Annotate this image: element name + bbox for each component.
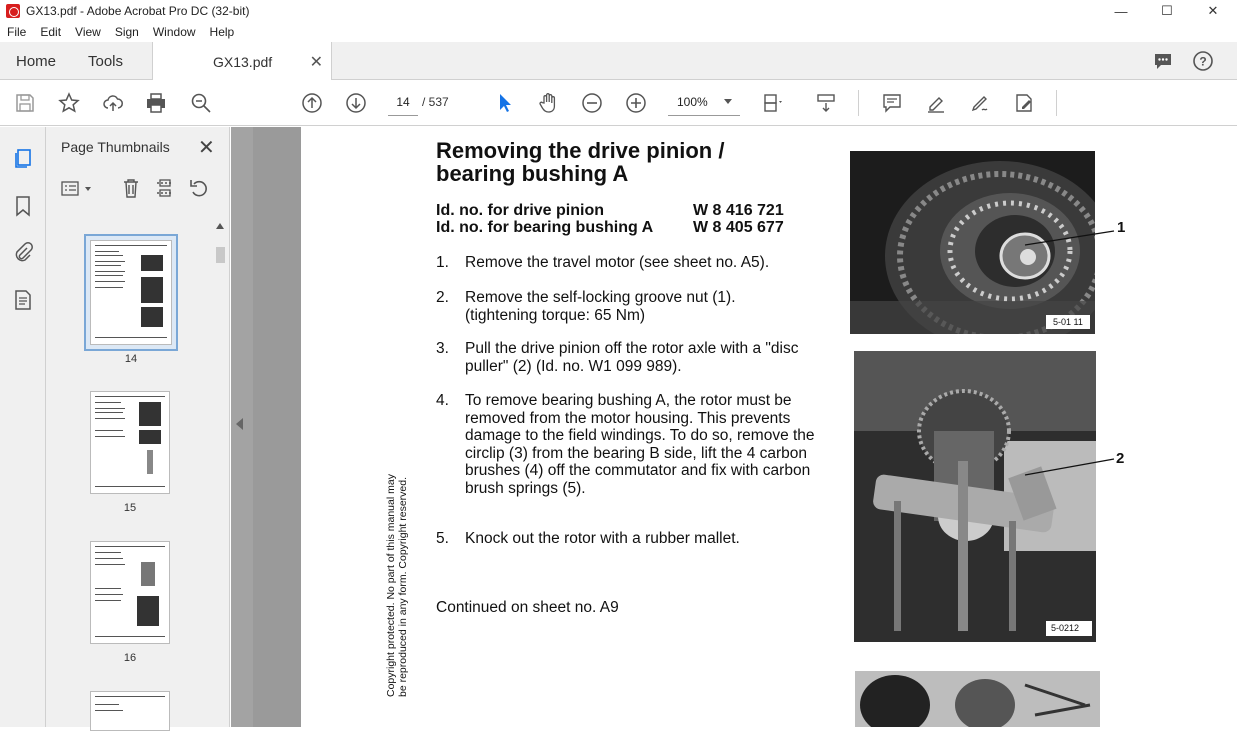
thumbnail-page-15[interactable] bbox=[90, 391, 170, 494]
attachments-icon[interactable] bbox=[12, 241, 34, 263]
step-number: 5. bbox=[436, 530, 449, 547]
photo-1-code: 5-01 11 bbox=[1053, 317, 1083, 327]
zoom-level-value: 100% bbox=[677, 94, 708, 109]
comment-bubble-icon[interactable] bbox=[1150, 48, 1176, 74]
menu-edit[interactable]: Edit bbox=[40, 25, 62, 39]
zoom-in-icon[interactable] bbox=[623, 90, 649, 116]
select-cursor-icon[interactable] bbox=[491, 90, 517, 116]
thumbnail-page-16[interactable] bbox=[90, 541, 170, 644]
bookmark-star-icon[interactable] bbox=[56, 90, 82, 116]
close-tab-icon[interactable]: ✕ bbox=[309, 53, 323, 71]
add-comment-icon[interactable] bbox=[879, 90, 905, 116]
panel-title: Page Thumbnails bbox=[61, 139, 170, 155]
tab-home[interactable]: Home bbox=[16, 52, 57, 70]
minimize-button[interactable]: — bbox=[1114, 3, 1128, 19]
continued-note: Continued on sheet no. A9 bbox=[436, 599, 619, 616]
step-text: Remove the self-locking groove nut (1). (tightening torque: 65 Nm) bbox=[465, 289, 736, 324]
tab-bar bbox=[0, 42, 1237, 80]
thumbnail-scrollbar[interactable] bbox=[212, 217, 229, 727]
hand-tool-icon[interactable] bbox=[535, 90, 561, 116]
id-label-bushing: Id. no. for bearing bushing A bbox=[436, 219, 654, 236]
photo-2-code: 5-0212 bbox=[1051, 623, 1080, 633]
thumbnail-options-icon[interactable] bbox=[60, 179, 96, 199]
step-number: 3. bbox=[436, 340, 449, 357]
step-number: 1. bbox=[436, 254, 449, 271]
step-text: To remove bearing bushing A, the rotor must be removed from the motor housing. This prevents damage to the field windings. To do so, remove the circlip (3) from the bearing B side, lift the 4 carbon brushes (4) off the commutator and fix with carbon brush springs (5). bbox=[465, 392, 815, 497]
callout-line-1 bbox=[1020, 225, 1120, 250]
bookmarks-icon[interactable] bbox=[12, 195, 34, 217]
extract-pages-icon[interactable] bbox=[154, 177, 176, 199]
zoom-search-icon[interactable] bbox=[188, 90, 214, 116]
collapse-panel-icon[interactable] bbox=[236, 418, 243, 430]
left-rail bbox=[0, 127, 46, 727]
step-text: Pull the drive pinion off the rotor axle with a "disc puller" (2) (Id. no. W1 099 989). bbox=[465, 340, 799, 375]
thumbnail-panel bbox=[46, 127, 230, 727]
document-properties-icon[interactable] bbox=[12, 289, 34, 311]
delete-page-icon[interactable] bbox=[120, 177, 142, 199]
chevron-down-icon bbox=[724, 99, 732, 104]
menu-view[interactable]: View bbox=[75, 25, 101, 39]
step-text: Knock out the rotor with a rubber mallet. bbox=[465, 530, 740, 547]
photo-disc-puller bbox=[854, 351, 1096, 642]
page-total: / 537 bbox=[422, 95, 449, 109]
page-number-input[interactable]: 14 bbox=[388, 88, 418, 116]
close-window-button[interactable]: ✕ bbox=[1207, 3, 1219, 18]
id-value-bushing: W 8 405 677 bbox=[693, 219, 784, 236]
thumbnail-label-14: 14 bbox=[124, 353, 138, 365]
print-icon[interactable] bbox=[143, 90, 169, 116]
upload-cloud-icon[interactable] bbox=[100, 90, 126, 116]
page-thumbnails-icon[interactable] bbox=[12, 147, 34, 169]
maximize-button[interactable]: ☐ bbox=[1161, 3, 1173, 18]
tab-tools[interactable]: Tools bbox=[88, 52, 124, 70]
page-gutter bbox=[253, 127, 301, 727]
menu-file[interactable]: File bbox=[7, 25, 27, 39]
rotate-page-icon[interactable] bbox=[188, 177, 210, 199]
close-panel-icon[interactable]: ✕ bbox=[198, 137, 215, 159]
photo-rotor-partial bbox=[855, 665, 1100, 727]
scroll-up-icon[interactable] bbox=[216, 223, 224, 229]
callout-line-2 bbox=[1020, 455, 1120, 480]
callout-2: 2 bbox=[1116, 450, 1125, 467]
scroll-thumb[interactable] bbox=[216, 247, 225, 263]
step-number: 2. bbox=[436, 289, 449, 306]
main-toolbar bbox=[0, 80, 1237, 126]
highlight-pen-icon[interactable] bbox=[923, 90, 949, 116]
menu-help[interactable]: Help bbox=[209, 25, 235, 39]
zoom-out-icon[interactable] bbox=[579, 90, 605, 116]
previous-page-icon[interactable] bbox=[299, 90, 325, 116]
zoom-level-select[interactable] bbox=[668, 88, 740, 116]
save-icon[interactable] bbox=[12, 90, 38, 116]
fill-sign-icon[interactable] bbox=[1011, 90, 1037, 116]
menu-sign[interactable]: Sign bbox=[114, 25, 139, 39]
window-title: GX13.pdf - Adobe Acrobat Pro DC (32-bit) bbox=[26, 4, 250, 18]
help-icon[interactable] bbox=[1190, 48, 1216, 74]
thumbnail-page-14[interactable] bbox=[90, 240, 172, 345]
acrobat-logo-icon bbox=[6, 4, 20, 18]
id-label-pinion: Id. no. for drive pinion bbox=[436, 202, 604, 219]
thumbnail-page-17[interactable] bbox=[90, 691, 170, 731]
copyright-notice: Copyright protected. No part of this manual may be reproduced in any form. Copyright reserved. bbox=[385, 474, 409, 697]
step-text: Remove the travel motor (see sheet no. A5). bbox=[465, 254, 770, 271]
next-page-icon[interactable] bbox=[343, 90, 369, 116]
heading-line-2: bearing bushing A bbox=[436, 161, 629, 186]
callout-1: 1 bbox=[1117, 219, 1126, 236]
draw-sign-icon[interactable] bbox=[967, 90, 993, 116]
tab-document[interactable] bbox=[152, 42, 332, 81]
thumbnail-label-15: 15 bbox=[123, 502, 137, 514]
menu-bar bbox=[0, 22, 1237, 42]
title-bar bbox=[0, 0, 1237, 22]
menu-window[interactable]: Window bbox=[152, 25, 196, 39]
tab-document-label: GX13.pdf bbox=[213, 53, 273, 70]
page-heading bbox=[436, 139, 724, 185]
step-number: 4. bbox=[436, 392, 449, 409]
heading-line-1: Removing the drive pinion / bbox=[436, 138, 725, 163]
svg-text:?: ? bbox=[1199, 54, 1207, 69]
id-value-pinion: W 8 416 721 bbox=[693, 202, 784, 219]
scroll-mode-icon[interactable] bbox=[813, 90, 839, 116]
thumbnail-label-16: 16 bbox=[123, 652, 137, 664]
fit-page-icon[interactable] bbox=[760, 90, 786, 116]
